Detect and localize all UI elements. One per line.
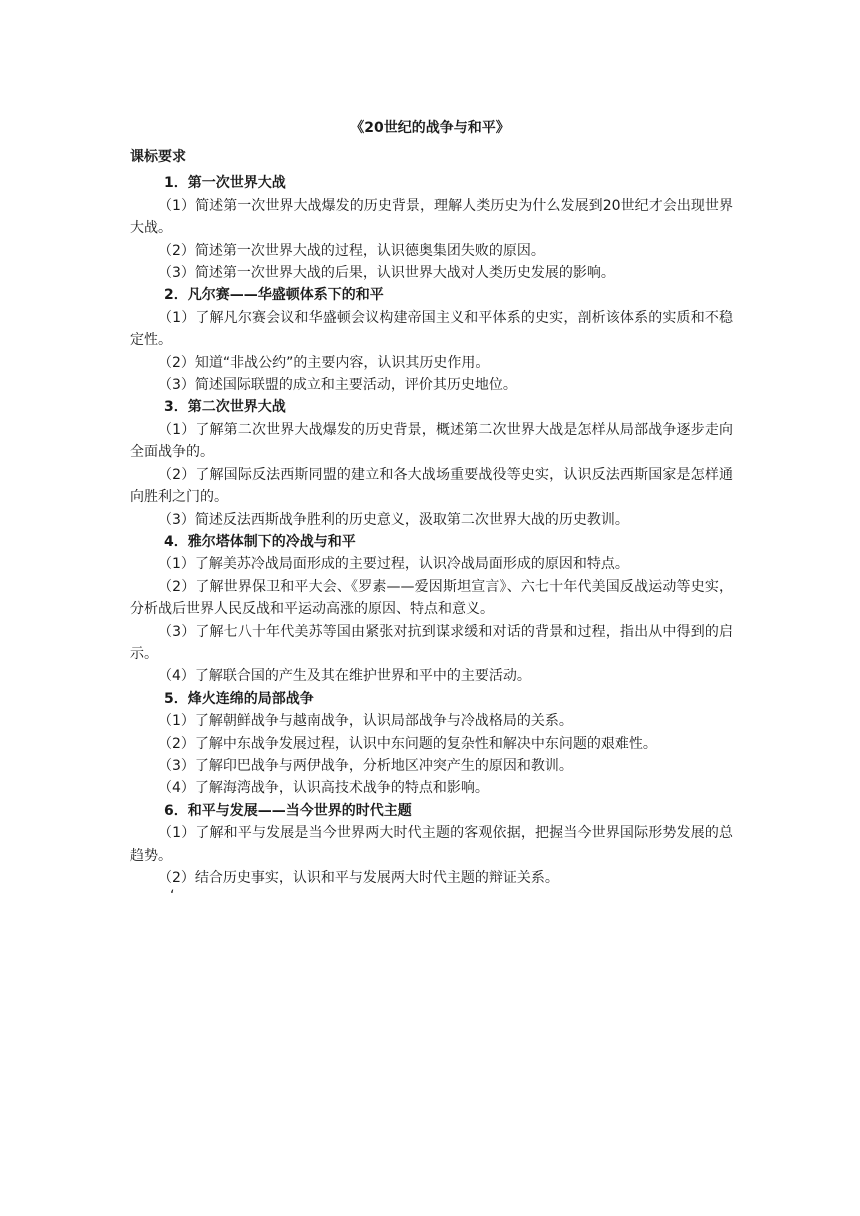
section-heading: 5．烽火连绵的局部战争: [164, 690, 314, 707]
section-3: [130, 396, 733, 530]
section-6: [130, 800, 733, 890]
section-1: [130, 172, 733, 284]
section-heading: 4．雅尔塔体制下的冷战与和平: [164, 533, 356, 550]
paragraph: （3）了解七八十年代美苏等国由紧张对抗到谋求缓和对话的背景和过程，指出从中得到的启示。: [130, 623, 733, 662]
paragraph: （3）简述国际联盟的成立和主要活动，评价其历史地位。: [158, 377, 517, 394]
paragraph: （1）了解凡尔赛会议和华盛顿会议构建帝国主义和平体系的史实，剖析该体系的实质和不稳定性。: [130, 309, 733, 349]
paragraph: （2）了解中东战争发展过程，认识中东问题的复杂性和解决中东问题的艰难性。: [158, 735, 657, 752]
document-title: 《20世纪的战争与和平》: [350, 120, 510, 136]
paragraph: （1）简述第一次世界大战爆发的历史背景，理解人类历史为什么发展到20世纪才会出现世界大战。: [130, 197, 733, 237]
trailing-mark: ‘: [170, 888, 175, 905]
document-body: [130, 146, 733, 903]
section-2: [130, 284, 733, 396]
requirements-heading: 课标要求: [130, 149, 186, 165]
paragraph: （4）了解联合国的产生及其在维护世界和平中的主要活动。: [158, 668, 531, 685]
paragraph: （1）了解第二次世界大战爆发的历史背景，概述第二次世界大战是怎样从局部战争逐步走向全面战争的。: [130, 421, 733, 461]
paragraph: （1）了解美苏冷战局面形成的主要过程，认识冷战局面形成的原因和特点。: [158, 556, 629, 573]
paragraph: （2）结合历史事实，认识和平与发展两大时代主题的辩证关系。: [158, 870, 559, 886]
paragraph: （2）了解国际反法西斯同盟的建立和各大战场重要战役等史实，认识反法西斯国家是怎样通向胜利之门的。: [130, 466, 733, 506]
paragraph: （3）了解印巴战争与两伊战争，分析地区冲突产生的原因和教训。: [158, 757, 573, 774]
section-heading: 2．凡尔赛——华盛顿体系下的和平: [164, 287, 384, 304]
paragraph: （3）简述反法西斯战争胜利的历史意义，汲取第二次世界大战的历史教训。: [158, 511, 629, 528]
paragraph: （2）知道“非战公约”的主要内容，认识其历史作用。: [158, 354, 490, 371]
section-5: [130, 688, 733, 800]
paragraph: （2）了解世界保卫和平大会、《罗素——爱因斯坦宣言》、六七十年代美国反战运动等史实，分析战后世界人民反战和平运动高涨的原因、特点和意义。: [130, 578, 733, 618]
paragraph: （1）了解朝鲜战争与越南战争，认识局部战争与冷战格局的关系。: [158, 713, 573, 730]
paragraph: （2）简述第一次世界大战的过程，认识德奥集团失败的原因。: [158, 242, 545, 259]
section-4: [130, 531, 733, 688]
paragraph: （1）了解和平与发展是当今世界两大时代主题的客观依据，把握当今世界国际形势发展的总趋势。: [130, 825, 733, 864]
paragraph: （3）简述第一次世界大战的后果，认识世界大战对人类历史发展的影响。: [158, 265, 615, 282]
section-heading: 1．第一次世界大战: [164, 175, 286, 192]
paragraph: （4）了解海湾战争，认识高技术战争的特点和影响。: [158, 780, 489, 797]
section-heading: 3．第二次世界大战: [164, 399, 286, 416]
section-heading: 6．和平与发展——当今世界的时代主题: [164, 802, 412, 819]
